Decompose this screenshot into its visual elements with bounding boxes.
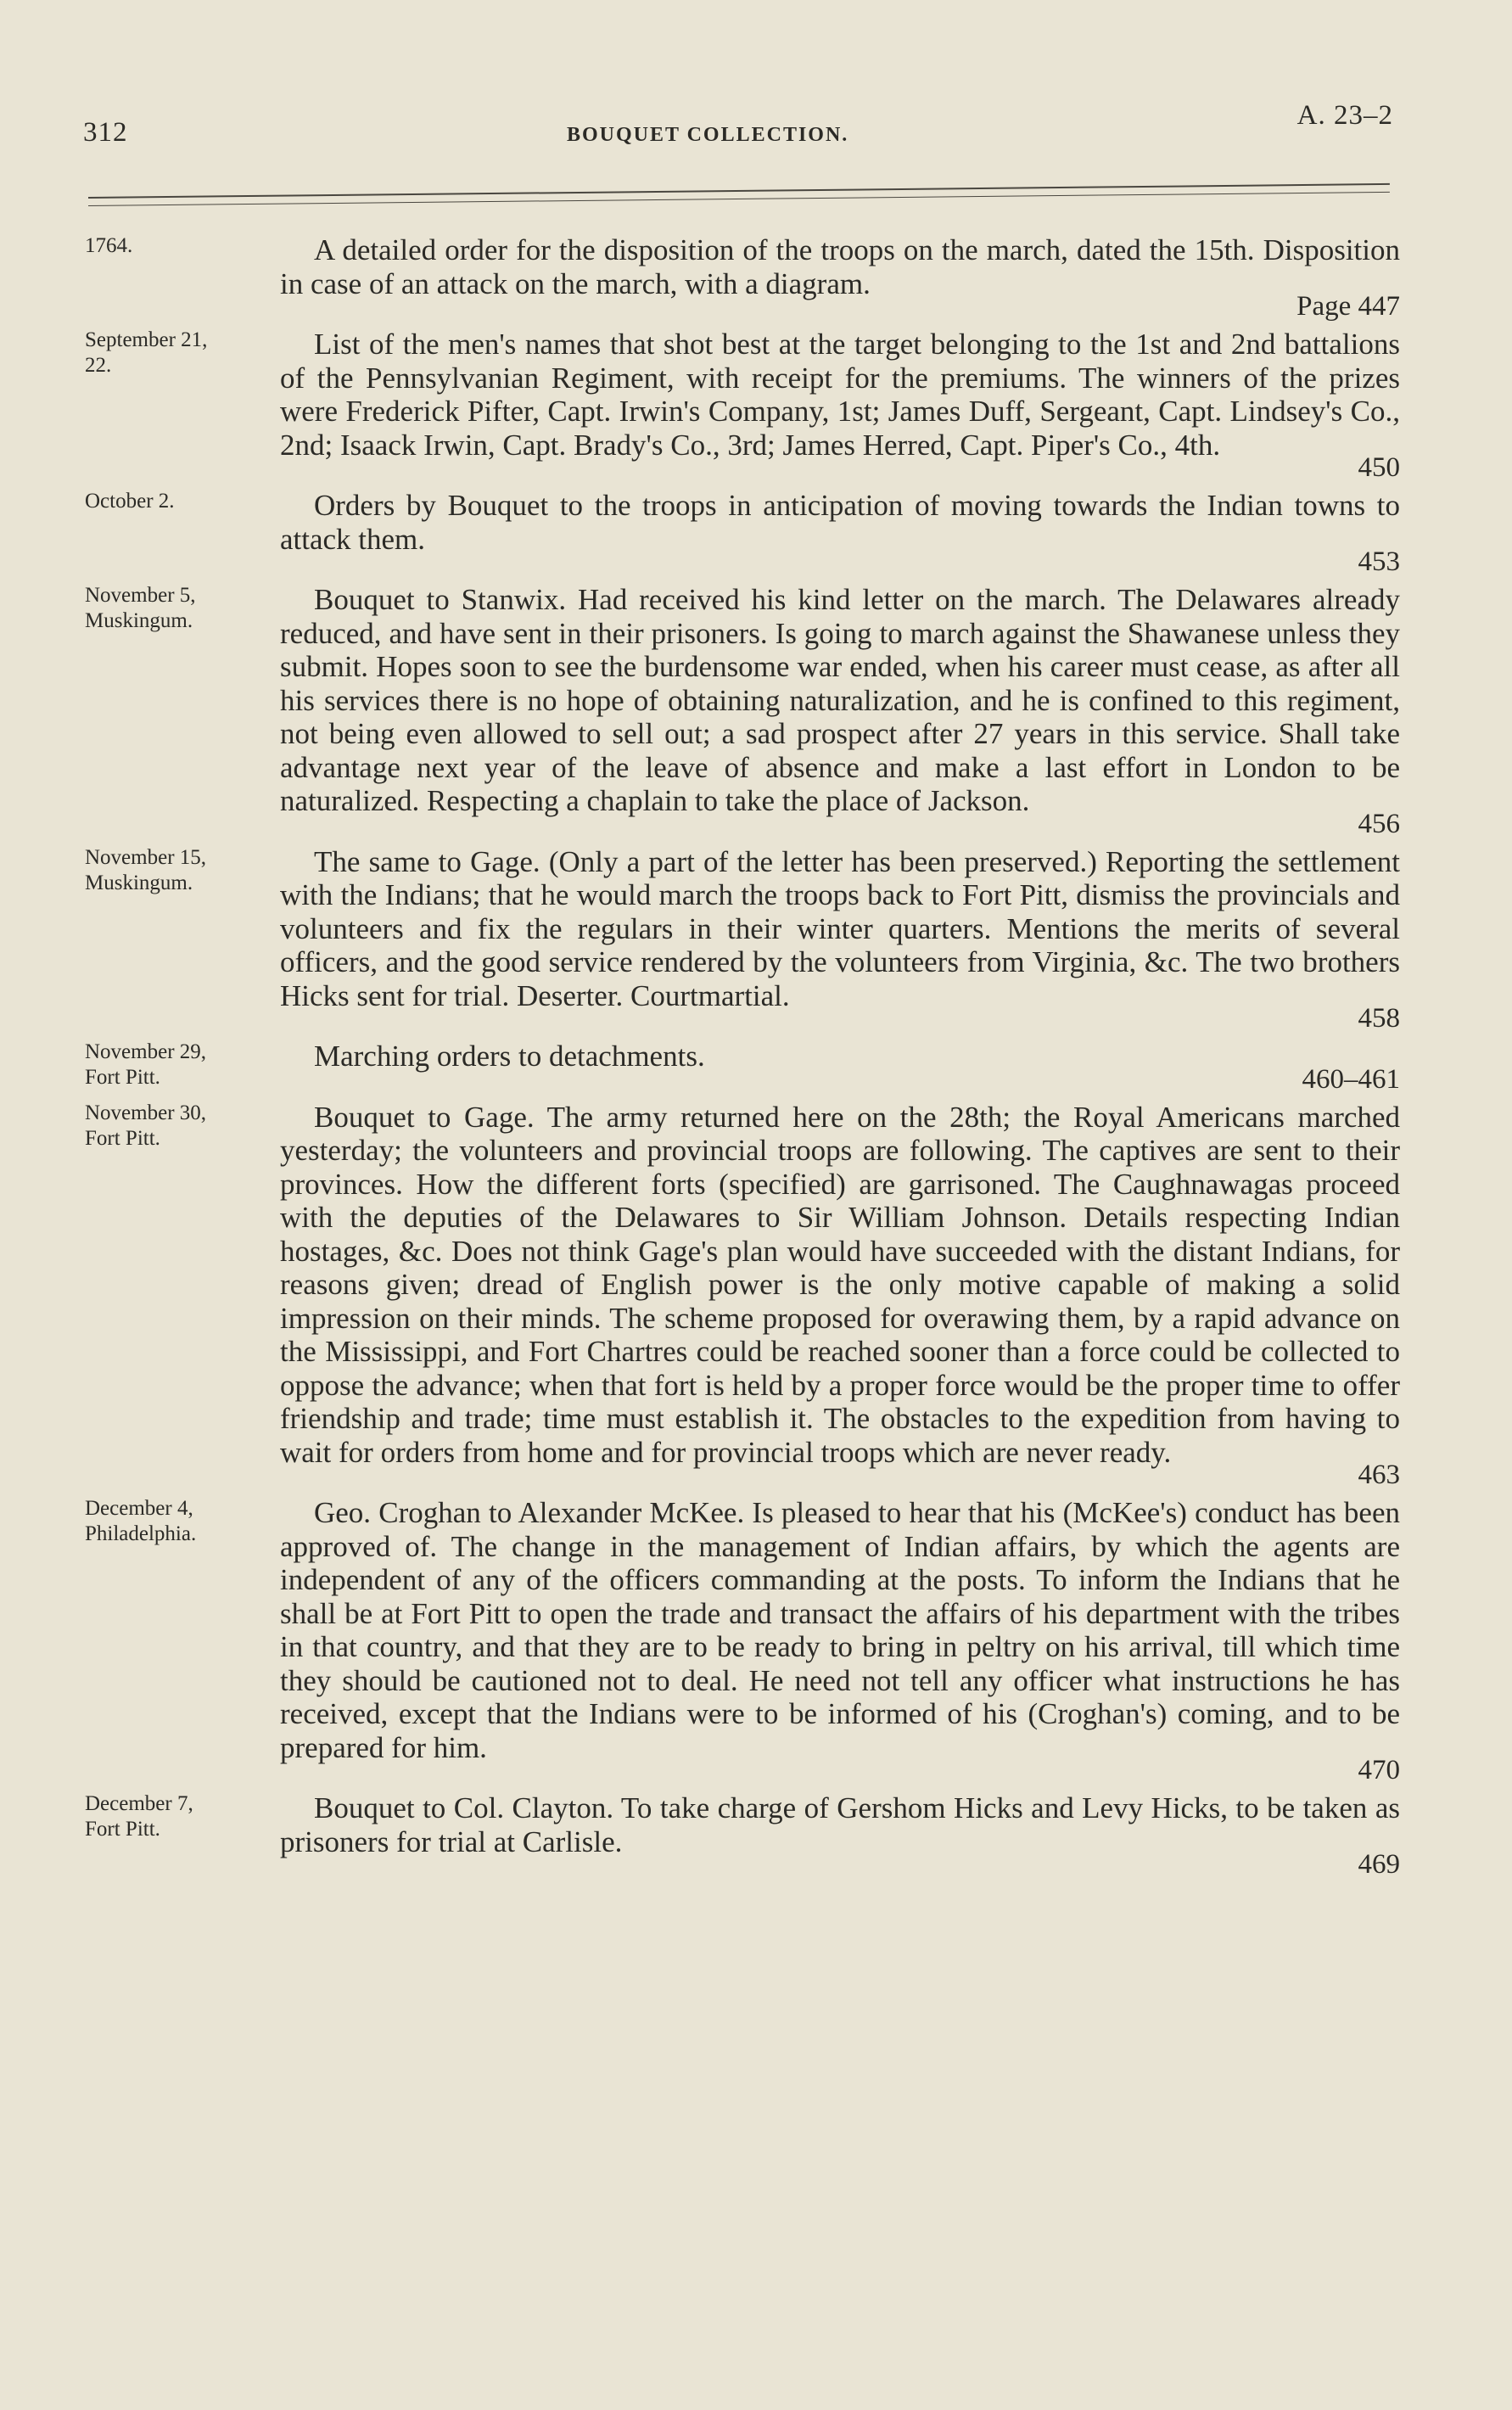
entry-text: The same to Gage. (Only a part of the letter has been preserved.) Reporting the settlement with the Indians; that he would march the troops back to Fort Pitt, dismiss the provincials and volunteers and fix the regulars in their winter quarters. Mentions the merits of several officers, and the good service rendered by the volunteers from Virginia, &c. The two brothers Hicks sent for trial. Deserter. Courtmartial. 458 — [280, 844, 1400, 1034]
page-reference: 469 — [1358, 1849, 1400, 1880]
header-rule — [88, 183, 1390, 199]
entry-text: Geo. Croghan to Alexander McKee. Is pleased to hear that his (McKee's) conduct has been approved of. The change in the management of Indian affairs, by which the agents are independent of any of the officers commanding at the posts. To inform the Indians that he shall be at Fort Pitt to open the trade and transact the affairs of his department with the tribes in that country, and that they are to be ready to bring in peltry on his arrival, till which time they should be cautioned not to deal. He need not tell any officer what instructions he has received, except that the Indians were to be informed of his (Croghan's) coming, and to be prepared for him. 470 — [280, 1496, 1400, 1785]
running-title: BOUQUET COLLECTION. — [567, 124, 849, 146]
calendar-entries — [0, 233, 1512, 1886]
marginal-date: November 29, Fort Pitt. — [85, 1040, 207, 1089]
calendar-entry — [0, 1791, 1512, 1880]
entry-text: A detailed order for the disposition of the troops on the march, dated the 15th. Disposition in case of an attack on the march, with a diagram. Page 447 — [280, 233, 1400, 322]
page-reference: 453 — [1358, 546, 1400, 577]
marginal-date: October 2. — [85, 490, 175, 513]
page-reference: Page 447 — [1296, 291, 1400, 322]
calendar-entry — [0, 489, 1512, 577]
page-reference: 450 — [1358, 452, 1400, 483]
page-reference: 460–461 — [1302, 1063, 1400, 1095]
entry-text: Marching orders to detachments. 460–461 — [280, 1040, 1400, 1092]
collection-reference: A. 23–2 — [1296, 100, 1393, 131]
calendar-entry — [0, 583, 1512, 837]
entry-text: Bouquet to Col. Clayton. To take charge of Gershom Hicks and Levy Hicks, to be taken as prisoners for trial at Carlisle. 469 — [280, 1791, 1400, 1880]
marginal-date: November 5, Muskingum. — [85, 584, 196, 632]
page-reference: 470 — [1358, 1755, 1400, 1785]
marginal-date: November 30, Fort Pitt. — [85, 1101, 207, 1150]
marginal-date: 1764. — [85, 234, 133, 257]
page-reference: 463 — [1358, 1460, 1400, 1490]
calendar-entry — [0, 845, 1512, 1032]
entry-text: Bouquet to Gage. The army returned here on the 28th; the Royal Americans marched yesterday; the volunteers and provincial troops are following. The captives are sent to their provinces. How the different forts (specified) are garrisoned. The Caughnawagas proceed with the deputies of the Delawares to Sir William Johnson. Details respecting Indian hostages, &c. Does not think Gage's plan would have succeeded with the distant Indians, for reasons given; dread of English power is the only motive capable of making a solid impression on their minds. The scheme proposed for overawing them, by a rapid advance on the Mississippi, and Fort Chartres could be reached sooner than a force could be collected to oppose the advance; when that fort is held by a proper force would be the proper time to offer friendship and trade; time must establish it. The obstacles to the expedition from having to wait for orders from home and for provincial troops which are never ready. 463 — [280, 1100, 1400, 1490]
page-reference: 458 — [1358, 1003, 1400, 1034]
page-reference: 456 — [1358, 808, 1400, 839]
calendar-entry — [0, 328, 1512, 483]
calendar-entry — [0, 1101, 1512, 1488]
entry-text: List of the men's names that shot best at the target belonging to the 1st and 2nd battalions of the Pennsylvanian Regiment, with receipt for the premiums. The winners of the prizes were Frederick Pifter, Capt. Irwin's Company, 1st; James Duff, Sergeant, Capt. Lindsey's Co., 2nd; Isaack Irwin, Capt. Brady's Co., 3rd; James Herred, Capt. Piper's Co., 4th. 450 — [280, 328, 1400, 483]
header-rule-thin — [88, 192, 1390, 206]
entry-text: Orders by Bouquet to the troops in anticipation of moving towards the Indian towns to attack them. 453 — [280, 489, 1400, 577]
entry-text: Bouquet to Stanwix. Had received his kind letter on the march. The Delawares already reduced, and have sent in their prisoners. Is going to march against the Shawanese unless they submit. Hopes soon to see the burdensome war ended, when his career must cease, as after all his services there is no hope of obtaining naturalization, and he is confined to this regiment, not being even allowed to sell out; a sad prospect after 27 years in this service. Shall take advantage next year of the leave of absence and make a last effort in London to be naturalized. Respecting a chaplain to take the place of Jackson. 456 — [280, 583, 1400, 839]
calendar-entry — [0, 1496, 1512, 1783]
marginal-date: September 21, 22. — [85, 328, 208, 377]
calendar-entry — [0, 1040, 1512, 1095]
page-number: 312 — [83, 117, 128, 148]
marginal-date: November 15, Muskingum. — [85, 845, 207, 894]
marginal-date: December 7, Fort Pitt. — [85, 1792, 193, 1841]
calendar-entry — [0, 233, 1512, 322]
marginal-date: December 4, Philadelphia. — [85, 1497, 197, 1545]
